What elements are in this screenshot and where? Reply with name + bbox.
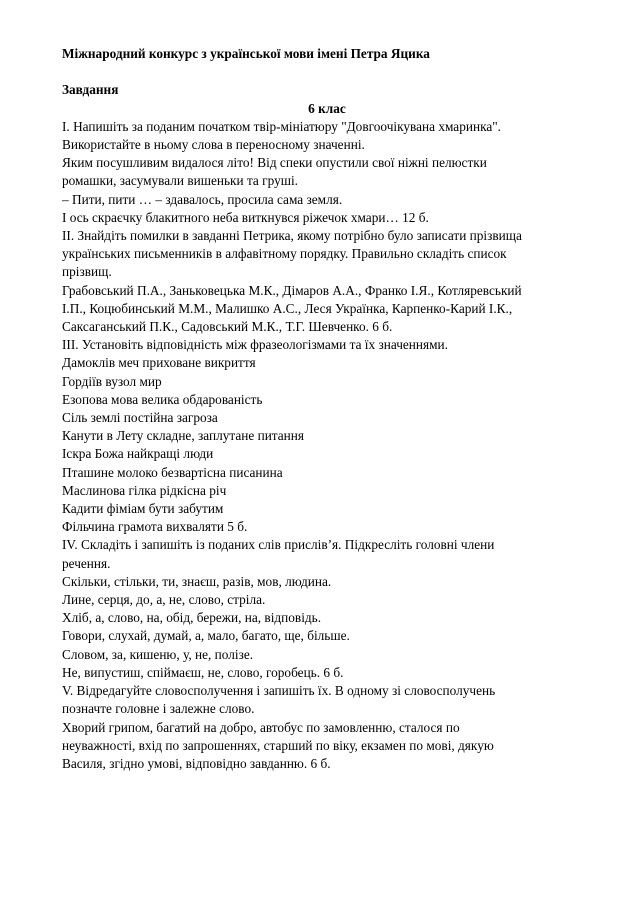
task-5-line: V. Відредагуйте словосполучення і запишіть їх. В одному зі словосполучень [62, 683, 496, 699]
task-1-line: І. Напишіть за поданим початком твір-мініатюру "Довгоочікувана хмаринка". [62, 118, 502, 134]
task-2-line: українських письменників в алфавітному порядку. Правильно складіть список [62, 246, 507, 262]
idiom-item: Маслинова гілка рідкісна річ [62, 482, 227, 498]
idiom-item: Фільчина грамота вихваляти 5 б. [62, 519, 248, 535]
proverb-item: Скільки, стільки, ти, знаєш, разів, мов, людина. [62, 573, 332, 589]
task-2-line: Саксаганський П.К., Садовський М.К., Т.Г. Шевченко. 6 б. [62, 319, 393, 335]
proverb-item: Словом, за, кишеню, у, не, полізе. [62, 646, 254, 662]
section-heading: Завдання [62, 82, 119, 98]
idiom-item: Пташине молоко безвартісна писанина [62, 464, 283, 480]
idiom-item: Кадити фіміам бути забутим [62, 501, 224, 517]
task-1-line: – Пити, пити … – здавалось, просила сама земля. [62, 191, 343, 207]
idiom-item: Іскра Божа найкращі люди [62, 446, 214, 462]
task-4-line: ІV. Складіть і запишіть із поданих слів прислів’я. Підкресліть головні члени [62, 537, 495, 553]
task-1-line: ромашки, засумували вишеньки та груші. [62, 173, 298, 189]
task-5-line: Хворий грипом, багатий на добро, автобус по замовленню, сталося по [62, 719, 460, 735]
task-5-line: неуважності, вхід по запрошеннях, старший по віку, екзамен по мові, дякую [62, 737, 494, 753]
task-1-line: Використайте в ньому слова в переносному значенні. [62, 137, 365, 152]
proverb-item: Говори, слухай, думай, а, мало, багато, ще, більше. [62, 628, 350, 644]
task-3-line: ІІІ. Установіть відповідність між фразеологізмами та їх значеннями. [62, 337, 448, 353]
task-2-line: ІІ. Знайдіть помилки в завданні Петрика, якому потрібно було записати прізвища [62, 228, 522, 244]
proverb-item: Лине, серця, до, а, не, слово, стріла. [62, 592, 266, 608]
grade-heading: 6 клас [308, 100, 346, 116]
idiom-item: Гордіїв вузол мир [62, 373, 162, 389]
document-body [62, 45, 592, 773]
task-5-line: позначте головне і залежне слово. [62, 701, 255, 717]
idiom-item: Сіль землі постійна загроза [62, 410, 218, 426]
task-2-line: І.П., Коцюбинський М.М., Малишко А.С., Леся Українка, Карпенко-Карий І.К., [62, 300, 513, 316]
task-2-line: Грабовський П.А., Заньковецька М.К., Дімаров А.А., Франко І.Я., Котляревський [62, 282, 522, 298]
proverb-item: Хліб, а, слово, на, обід, бережи, на, відповідь. [62, 610, 322, 626]
proverb-item: Не, випустиш, спіймаєш, не, слово, горобець. 6 б. [62, 664, 344, 680]
task-2-line: прізвищ. [62, 264, 112, 280]
task-1-line: Яким посушливим видалося літо! Від спеки опустили свої ніжні пелюстки [62, 155, 487, 171]
task-5-line: Василя, згідно умові, відповідно завданню. 6 б. [62, 755, 331, 771]
contest-title: Міжнародний конкурс з української мови імені Петра Яцика [62, 46, 430, 61]
idiom-item: Канути в Лету складне, заплутане питання [62, 428, 305, 444]
spacer [62, 63, 592, 81]
idiom-item: Езопова мова велика обдарованість [62, 391, 263, 407]
idiom-item: Дамоклів меч приховане викриття [62, 355, 256, 371]
task-1-line: І ось скраєчку блакитного неба виткнувся ріжечок хмари… 12 б. [62, 209, 429, 225]
task-4-line: речення. [62, 555, 111, 571]
